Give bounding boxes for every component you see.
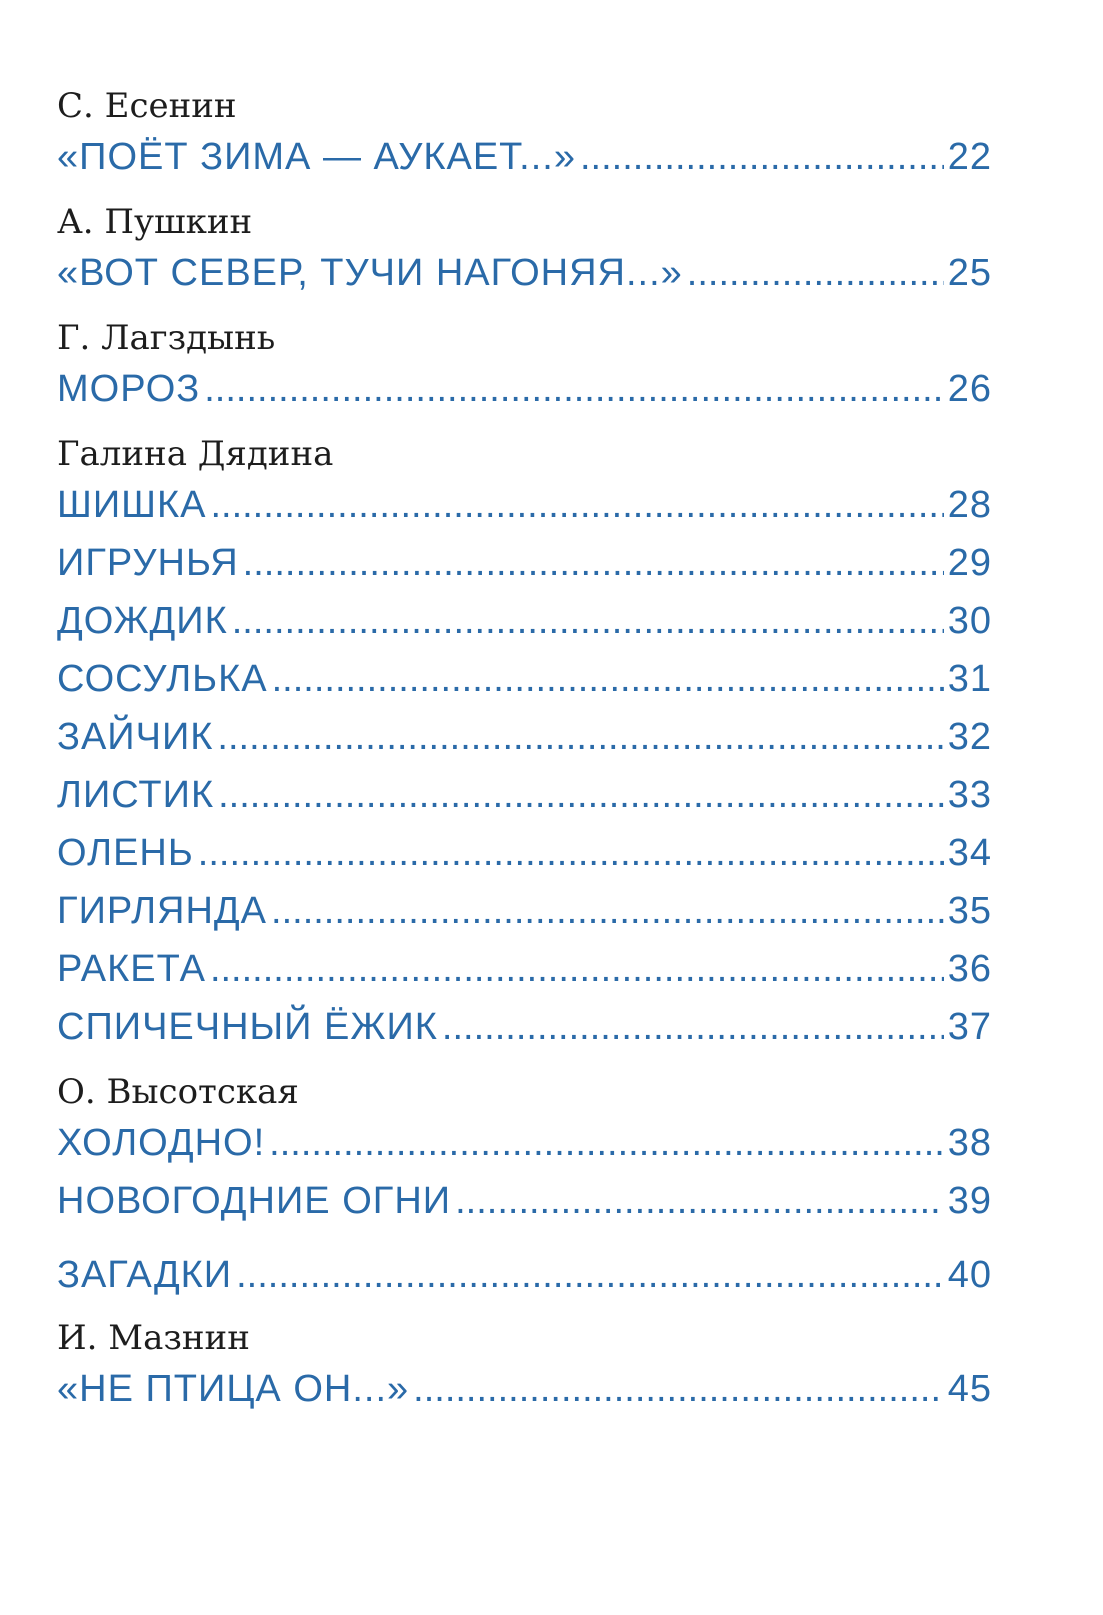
dot-leader <box>210 476 943 534</box>
entry-page-number: 31 <box>947 658 992 700</box>
entry-title: «ПОЁТ ЗИМА — АУКАЕТ...» <box>57 136 576 178</box>
toc-entry[interactable] <box>57 244 992 302</box>
dot-leader <box>455 1172 944 1230</box>
entry-page-number: 38 <box>947 1122 992 1164</box>
entry-title: ГИРЛЯНДА <box>57 890 268 932</box>
dot-leader <box>236 1246 944 1304</box>
entry-title: «ВОТ СЕВЕР, ТУЧИ НАГОНЯЯ...» <box>57 252 683 294</box>
toc-entry[interactable] <box>57 1114 992 1172</box>
author-name: С. Есенин <box>57 86 237 126</box>
dot-leader <box>687 244 944 302</box>
toc-entry[interactable] <box>57 128 992 186</box>
author-name: О. Высотская <box>57 1072 299 1112</box>
entry-title: РАКЕТА <box>57 948 206 990</box>
dot-leader <box>232 592 944 650</box>
toc-section <box>57 432 992 1056</box>
dot-leader <box>271 882 944 940</box>
author-name: Г. Лагздынь <box>57 318 276 358</box>
entry-page-number: 45 <box>947 1368 992 1410</box>
entry-page-number: 29 <box>947 542 992 584</box>
toc-section <box>57 1070 992 1230</box>
entry-page-number: 28 <box>947 484 992 526</box>
toc-entry[interactable] <box>57 824 992 882</box>
entry-page-number: 30 <box>947 600 992 642</box>
author-name: И. Мазнин <box>57 1318 250 1358</box>
toc-entry[interactable] <box>57 998 992 1056</box>
toc-entry[interactable] <box>57 650 992 708</box>
entry-title: ОЛЕНЬ <box>57 832 194 874</box>
entry-title: ЛИСТИК <box>57 774 215 816</box>
toc-section <box>57 1246 992 1304</box>
toc-entry[interactable] <box>57 766 992 824</box>
author-name: А. Пушкин <box>57 202 253 242</box>
dot-leader <box>198 824 944 882</box>
toc-section <box>57 316 992 418</box>
entry-page-number: 36 <box>947 948 992 990</box>
entry-page-number: 40 <box>947 1254 992 1296</box>
dot-leader <box>210 940 944 998</box>
entry-page-number: 37 <box>947 1006 992 1048</box>
dot-leader <box>272 650 944 708</box>
toc-entry[interactable] <box>57 1360 992 1418</box>
dot-leader <box>269 1114 944 1172</box>
dot-leader <box>218 766 944 824</box>
author-name: Галина Дядина <box>57 434 334 474</box>
toc-entry[interactable] <box>57 1246 992 1304</box>
entry-page-number: 39 <box>947 1180 992 1222</box>
entry-title: ДОЖДИК <box>57 600 228 642</box>
entry-page-number: 33 <box>947 774 992 816</box>
table-of-contents <box>57 84 992 1418</box>
entry-title: ЗАГАДКИ <box>57 1254 233 1296</box>
entry-title: МОРОЗ <box>57 368 201 410</box>
dot-leader <box>413 1360 944 1418</box>
entry-title: СОСУЛЬКА <box>57 658 268 700</box>
dot-leader <box>217 708 943 766</box>
entry-page-number: 32 <box>947 716 992 758</box>
entry-title: НОВОГОДНИЕ ОГНИ <box>57 1180 452 1222</box>
toc-entry[interactable] <box>57 534 992 592</box>
entry-title: ЗАЙЧИК <box>57 716 214 758</box>
dot-leader <box>204 360 943 418</box>
dot-leader <box>442 998 944 1056</box>
toc-entry[interactable] <box>57 592 992 650</box>
dot-leader <box>243 534 944 592</box>
toc-entry[interactable] <box>57 940 992 998</box>
toc-entry[interactable] <box>57 360 992 418</box>
entry-title: «НЕ ПТИЦА ОН...» <box>57 1368 410 1410</box>
entry-title: СПИЧЕЧНЫЙ ЁЖИК <box>57 1006 438 1048</box>
entry-page-number: 25 <box>947 252 992 294</box>
toc-section <box>57 200 992 302</box>
toc-section <box>57 1316 992 1418</box>
entry-page-number: 26 <box>947 368 992 410</box>
toc-entry[interactable] <box>57 1172 992 1230</box>
entry-title: ШИШКА <box>57 484 207 526</box>
toc-entry[interactable] <box>57 476 992 534</box>
toc-entry[interactable] <box>57 882 992 940</box>
toc-entry[interactable] <box>57 708 992 766</box>
entry-title: ХОЛОДНО! <box>57 1122 266 1164</box>
toc-section <box>57 84 992 186</box>
entry-title: ИГРУНЬЯ <box>57 542 239 584</box>
entry-page-number: 35 <box>947 890 992 932</box>
entry-page-number: 34 <box>947 832 992 874</box>
entry-page-number: 22 <box>947 136 992 178</box>
dot-leader <box>580 128 944 186</box>
